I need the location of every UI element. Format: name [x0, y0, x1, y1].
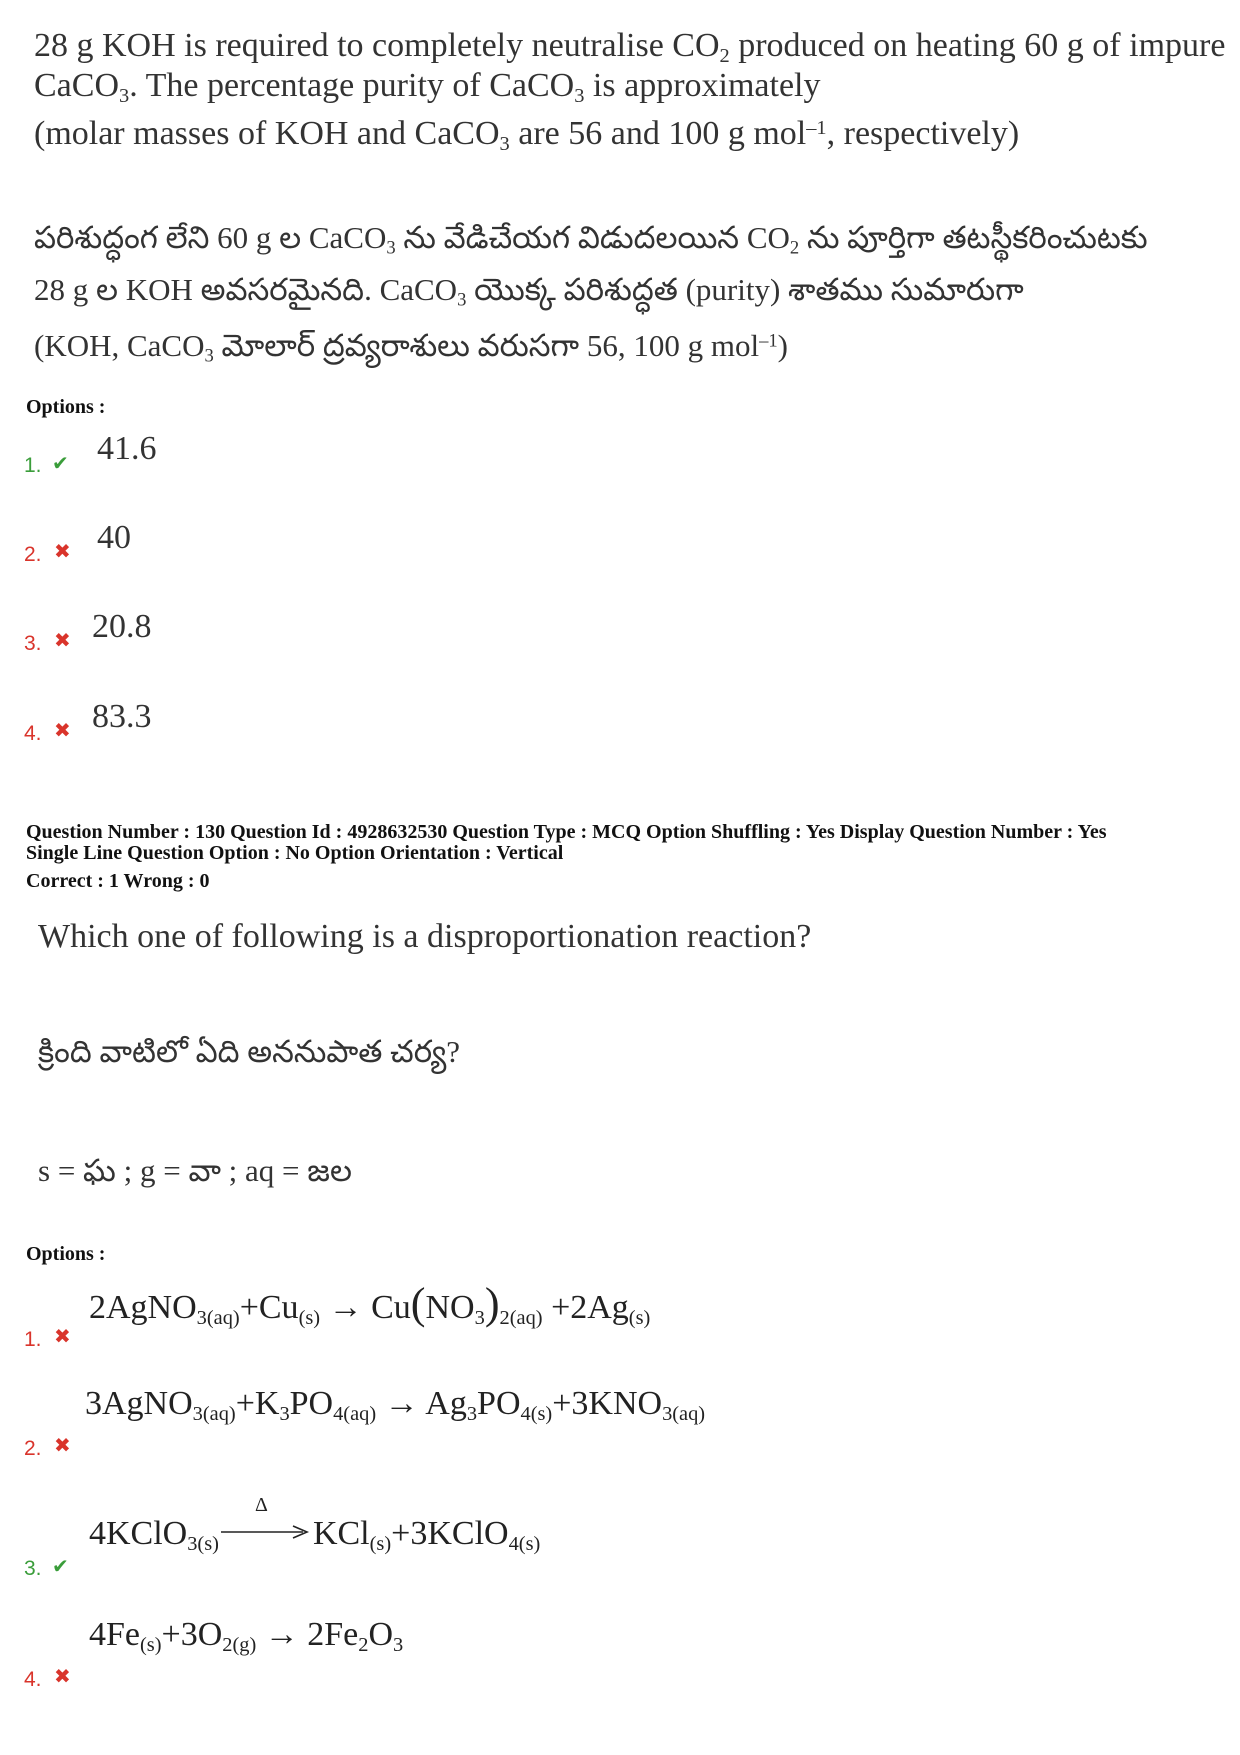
- q129-english-line-1: 28 g KOH is required to completely neutralise $CO_2$ produced on heating 60 g of impure: [34, 27, 1226, 68]
- q129-options-heading: Options :: [26, 396, 106, 418]
- equation-1: $2AgNO_{3(aq)}+Cu_{(s)} \to Cu(NO_3)_{2(aq)} +2Ag_{(s)}$: [89, 1279, 651, 1330]
- cross-icon: ✖: [54, 539, 71, 563]
- option-value: 20.8: [92, 608, 152, 645]
- check-icon: ✔: [52, 451, 69, 475]
- option-value: 40: [97, 519, 131, 556]
- option-number: 1.: [24, 1328, 42, 1351]
- option-number: 4.: [24, 722, 42, 745]
- q130-state-legend: s = ఘ ; g = వా ; aq = జల: [38, 1153, 352, 1188]
- cross-icon: ✖: [54, 1324, 71, 1348]
- option-number: 1.: [24, 454, 42, 477]
- q130-option-4[interactable]: [24, 1614, 544, 1704]
- q130-telugu-question: క్రింది వాటిలో ఏది అననుపాత చర్య?: [38, 1034, 461, 1069]
- equation-2: $3AgNO_{3(aq)}+K_3PO_{4(aq)} \to Ag_3PO_{4(s)}+3KNO_{3(aq)}$: [85, 1385, 706, 1426]
- cross-icon: ✖: [54, 628, 71, 652]
- option-number: 3.: [24, 632, 42, 655]
- q129-english-line-2: CaCO$_3$. The percentage purity of CaCO$_3$ is approximately: [34, 67, 821, 108]
- q130-english-question: Which one of following is a disproportionation reaction?: [38, 918, 812, 955]
- equation-4: $4Fe_{(s)}+3O_{2(g)} \to 2Fe_2O_3$: [89, 1616, 404, 1657]
- option-number: 2.: [24, 1437, 42, 1460]
- check-icon: ✔: [52, 1554, 69, 1578]
- option-number: 4.: [24, 1668, 42, 1691]
- option-number: 2.: [24, 543, 42, 566]
- q129-telugu-line-3: (KOH, CaCO$_3$ మోలార్ ద్రవ్యరాశులు వరుసగా 56, 100 g mol$^{-1}$): [34, 328, 788, 367]
- q130-option-3[interactable]: [24, 1494, 644, 1595]
- reaction-arrow-icon: [221, 1522, 311, 1542]
- heat-arrow: [221, 1494, 311, 1544]
- option-number: 3.: [24, 1557, 42, 1580]
- option-value: 83.3: [92, 698, 152, 735]
- q129-english-line-3: (molar masses of KOH and CaCO$_3$ are 56 and 100 g mol$^{-1}$, respectively): [34, 115, 1020, 156]
- delta-symbol: Δ: [254, 1494, 268, 1516]
- q130-options-heading: Options :: [26, 1243, 106, 1265]
- q129-telugu-line-2: 28 g ల KOH అవసరమైనది. CaCO$_3$ యొక్క పరిశుద్ధత (purity) శాతము సుమారుగా: [34, 272, 1024, 311]
- q130-option-2[interactable]: [24, 1385, 784, 1475]
- cross-icon: ✖: [54, 718, 71, 742]
- option-value: 41.6: [97, 430, 157, 467]
- q130-meta-line-3: Correct : 1 Wrong : 0: [26, 870, 210, 892]
- q129-telugu-line-1: పరిశుద్ధంగ లేని 60 g ల CaCO$_3$ ను వేడిచేయగ విడుదలయిన $CO_2$ ను పూర్తిగా తటస్థీకరించుటకు: [34, 220, 1148, 259]
- cross-icon: ✖: [54, 1433, 71, 1457]
- equation-3: 4KClO$_{3(s)}$ Δ KCl$_{(s)}$+3KClO$_{4(s)}$: [89, 1494, 541, 1556]
- q130-meta-line-1: Question Number : 130 Question Id : 4928632530 Question Type : MCQ Option Shuffling : Yes Display Question Number : Yes: [26, 821, 1107, 843]
- q130-meta-line-2: Single Line Question Option : No Option Orientation : Vertical: [26, 842, 564, 864]
- cross-icon: ✖: [54, 1664, 71, 1688]
- q130-option-1[interactable]: [24, 1276, 744, 1366]
